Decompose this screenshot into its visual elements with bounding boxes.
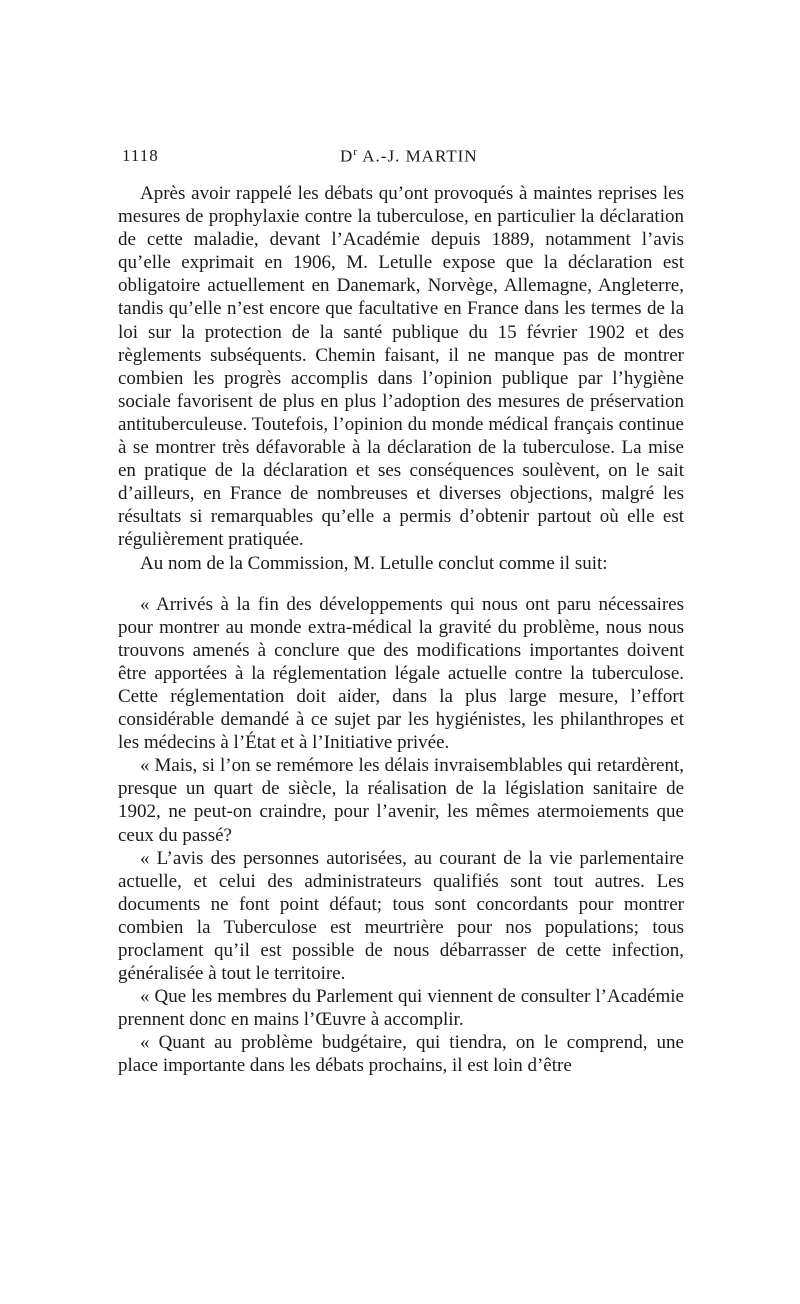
author-prefix: D xyxy=(340,146,354,166)
paragraph-gap xyxy=(118,575,684,593)
quote-paragraph: « Mais, si l’on se remémore les délais invraisemblables qui retardèrent, presque un quart de siècle, la réalisation de la législation sanitaire de 1902, ne peut-on craindre, pour l’avenir, les mêmes atermoiements que ceux du passé? xyxy=(118,755,684,846)
quote-paragraph: « L’avis des personnes autorisées, au courant de la vie parlementaire actuelle, et celui des administrateurs qualifiés sont tout autres. Les documents ne font point défaut; tous sont concordants pour montrer combien la Tuberculose est meurtrière pour nos populations; tous proclament qu’il est possible de nous débarrasser de cette infection, généralisée à tout le territoire. xyxy=(118,847,684,985)
page-number: 1118 xyxy=(122,146,159,165)
paragraph: Au nom de la Commission, M. Letulle conclut comme il suit: xyxy=(140,552,608,574)
running-head xyxy=(340,146,478,167)
quote-paragraph: « Arrivés à la fin des développements qui nous ont paru nécessaires pour montrer au monde extra-médical la gravité du problème, nous nous trouvons amenés à conclure que des modifications importantes doivent être apportées à la réglementation légale actuelle contre la tuberculose. Cette réglementation doit aider, dans la plus large mesure, l’effort considérable demandé à ce sujet par les hygiénistes, les philanthropes et les médecins à l’État et à l’Initiative privée. xyxy=(118,593,684,754)
author-prefix-sup: r xyxy=(353,146,358,158)
quote-paragraph: « Que les membres du Parlement qui viennent de consulter l’Académie prennent donc en mains l’Œuvre à accomplir. xyxy=(118,986,684,1031)
author-name: A.-J. MARTIN xyxy=(362,146,478,166)
page-header xyxy=(122,146,682,170)
paragraph: Après avoir rappelé les débats qu’ont provoqués à maintes reprises les mesures de prophylaxie contre la tuberculose, en particulier la déclaration de cette maladie, devant l’Académie depuis 1889, notamment l’avis qu’elle exprimait en 1906, M. Letulle expose que la déclaration est obligatoire actuellement en Danemark, Norvège, Allemagne, Angleterre, tandis qu’elle n’est encore que facultative en France dans les termes de la loi sur la protection de la santé publique du 15 février 1902 et des règlements subséquents. Chemin faisant, il ne manque pas de montrer combien les progrès accomplis dans l’opinion publique par l’hygiène sociale favorisent de plus en plus l’adoption des mesures de préservation antituberculeuse. Toutefois, l’opinion du monde médical français continue à se montrer très défavorable à la déclaration de la tuberculose. La mise en pratique de la déclaration et ses conséquences soulèvent, on le sait d’ailleurs, en France de nombreuses et diverses objections, malgré les résultats si remarquables qu’elle a permis d’obtenir partout où elle est régulièrement pratiquée. xyxy=(118,183,684,551)
body-text xyxy=(118,182,684,1078)
quote-paragraph: « Quant au problème budgétaire, qui tiendra, on le comprend, une place importante dans les débats prochains, il est loin d’être xyxy=(118,1032,684,1077)
